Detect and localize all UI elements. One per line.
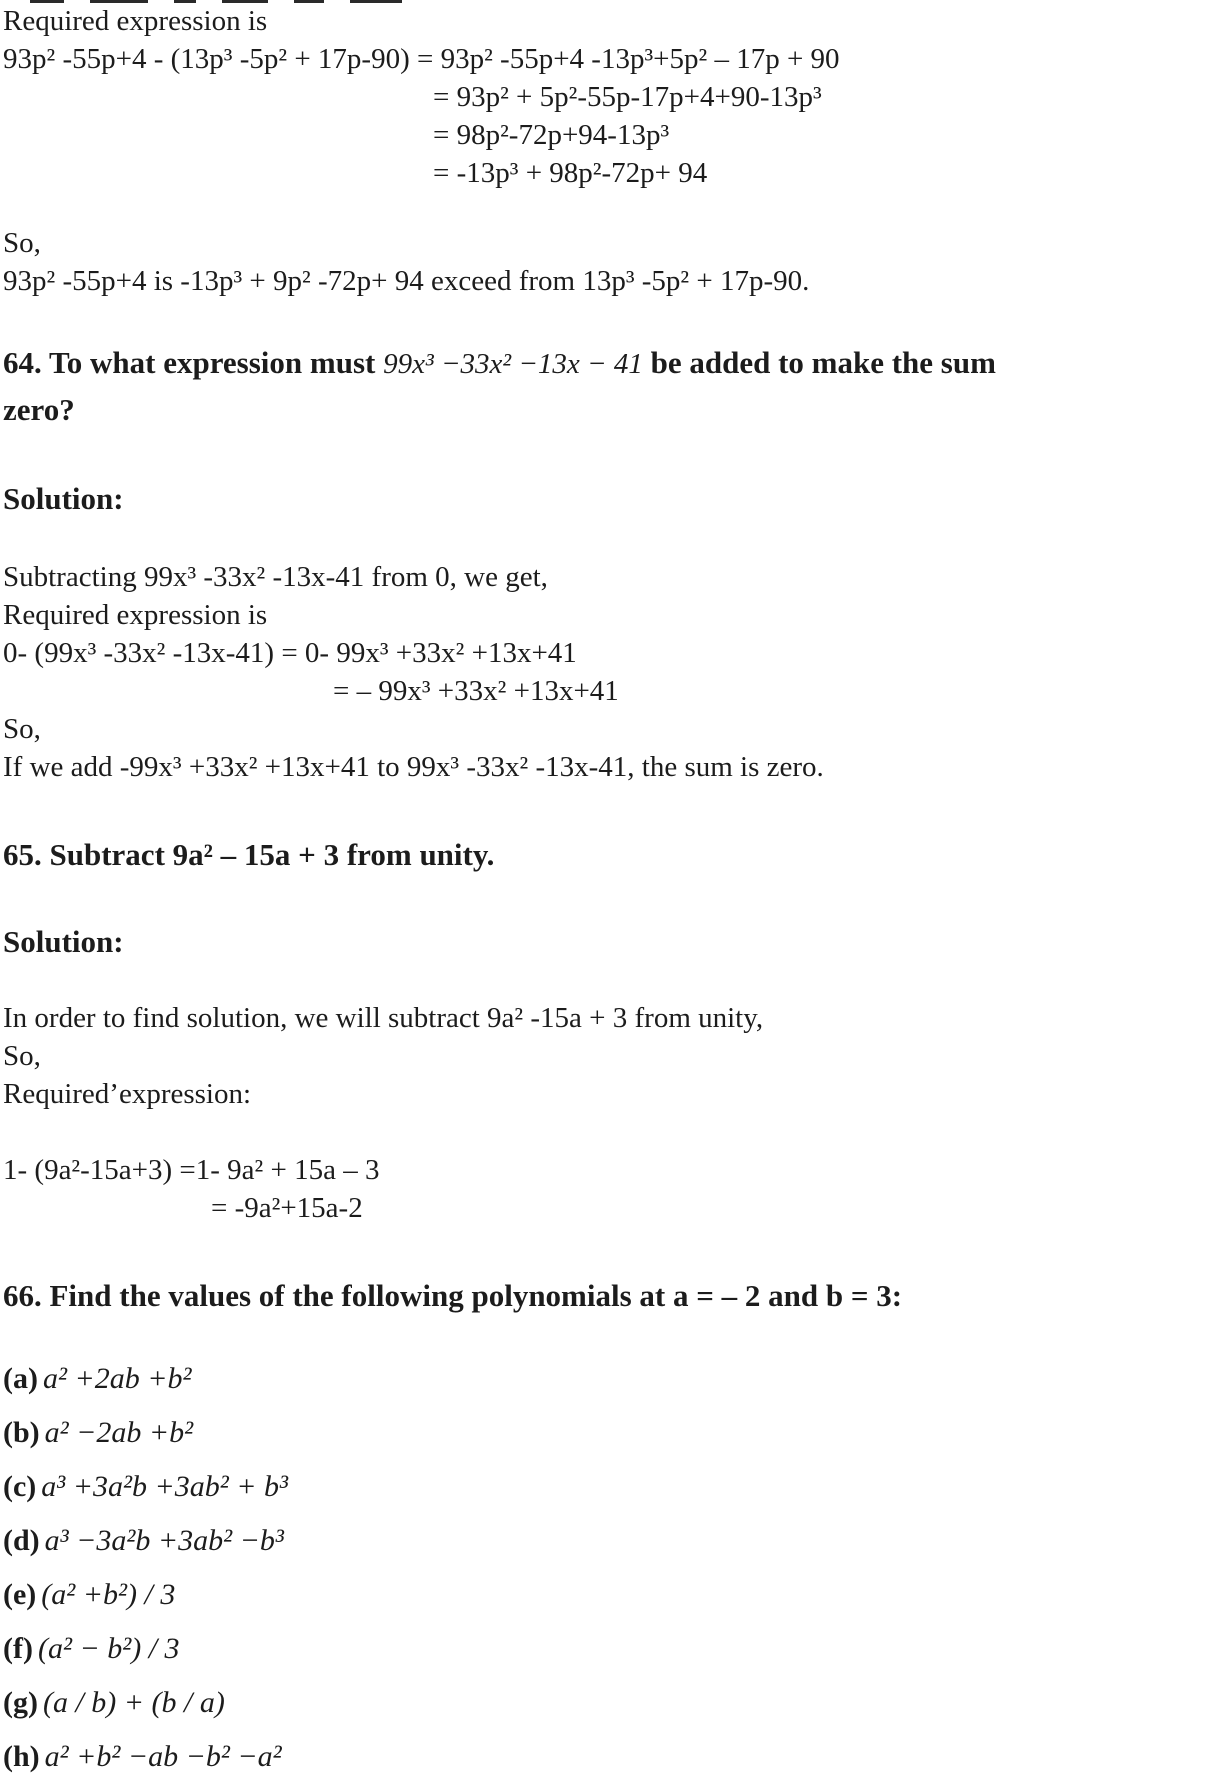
so-line: So, [3, 227, 41, 259]
so-line: So, [3, 713, 41, 745]
item-expression: a³ −3a²b +3ab² −b³ [44, 1524, 284, 1557]
list-item [3, 1568, 1213, 1622]
solution-text-line: In order to find solution, we will subtract 9a² -15a + 3 from unity, [3, 1002, 764, 1034]
item-label: (c) [3, 1470, 37, 1503]
question-64-heading-text: 64. To what expression must [3, 345, 384, 380]
equation-line: = 93p² + 5p²-55p-17p+4+90-13p³ [433, 81, 822, 113]
equation-line: = -9a²+15a-2 [211, 1192, 363, 1224]
item-label: (b) [3, 1416, 40, 1449]
list-item [3, 1460, 1213, 1514]
question-66-heading: 66. Find the values of the following polynomials at a = – 2 and b = 3: [3, 1278, 903, 1313]
item-expression: (a / b) + (b / a) [42, 1686, 225, 1719]
solution-heading: Solution: [3, 481, 124, 516]
item-label: (f) [3, 1632, 33, 1665]
item-expression: a² +b² −ab −b² −a² [44, 1740, 282, 1773]
required-expression-line: Required’expression: [3, 1078, 252, 1110]
solution-text-line: Subtracting 99x³ -33x² -13x-41 from 0, we get, [3, 561, 548, 593]
clipped-previous-line-artifact [30, 0, 450, 5]
polynomial-list [3, 1352, 1213, 1784]
item-label: (e) [3, 1578, 37, 1611]
equation-line: 93p² -55p+4 - (13p³ -5p² + 17p-90) = 93p² -55p+4 -13p³+5p² – 17p + 90 [3, 43, 840, 75]
item-expression: (a² − b²) / 3 [37, 1632, 180, 1665]
item-expression: (a² +b²) / 3 [41, 1578, 176, 1611]
list-item [3, 1352, 1213, 1406]
equation-line: = – 99x³ +33x² +13x+41 [333, 675, 619, 707]
item-label: (d) [3, 1524, 40, 1557]
list-item [3, 1730, 1213, 1784]
question-64-heading-suffix: be added to make the sum [642, 345, 996, 380]
item-label: (g) [3, 1686, 38, 1719]
list-item [3, 1406, 1213, 1460]
so-line: So, [3, 1040, 41, 1072]
question-64-heading-tail: zero? [3, 392, 75, 427]
equation-line: 0- (99x³ -33x² -13x-41) = 0- 99x³ +33x² +13x+41 [3, 637, 577, 669]
question-64-heading-math: 99x³ −33x² −13x − 41 [383, 348, 643, 380]
equation-line: 1- (9a²-15a+3) =1- 9a² + 15a – 3 [3, 1154, 380, 1186]
question-65-heading: 65. Subtract 9a² – 15a + 3 from unity. [3, 837, 495, 872]
equation-line: = 98p²-72p+94-13p³ [433, 119, 670, 151]
conclusion-line: 93p² -55p+4 is -13p³ + 9p² -72p+ 94 exceed from 13p³ -5p² + 17p-90. [3, 265, 810, 297]
list-item [3, 1622, 1213, 1676]
solution-heading: Solution: [3, 924, 124, 959]
item-label: (h) [3, 1740, 40, 1773]
required-expression-line: Required expression is [3, 599, 268, 631]
required-expression-line: Required expression is [3, 5, 268, 37]
item-expression: a³ +3a²b +3ab² + b³ [41, 1470, 289, 1503]
list-item [3, 1514, 1213, 1568]
item-expression: a² −2ab +b² [44, 1416, 194, 1449]
item-label: (a) [3, 1362, 38, 1395]
equation-line: = -13p³ + 98p²-72p+ 94 [433, 157, 708, 189]
item-expression: a² +2ab +b² [42, 1362, 192, 1395]
question-64-heading [3, 340, 1213, 432]
list-item [3, 1676, 1213, 1730]
conclusion-line: If we add -99x³ +33x² +13x+41 to 99x³ -33x² -13x-41, the sum is zero. [3, 751, 824, 783]
